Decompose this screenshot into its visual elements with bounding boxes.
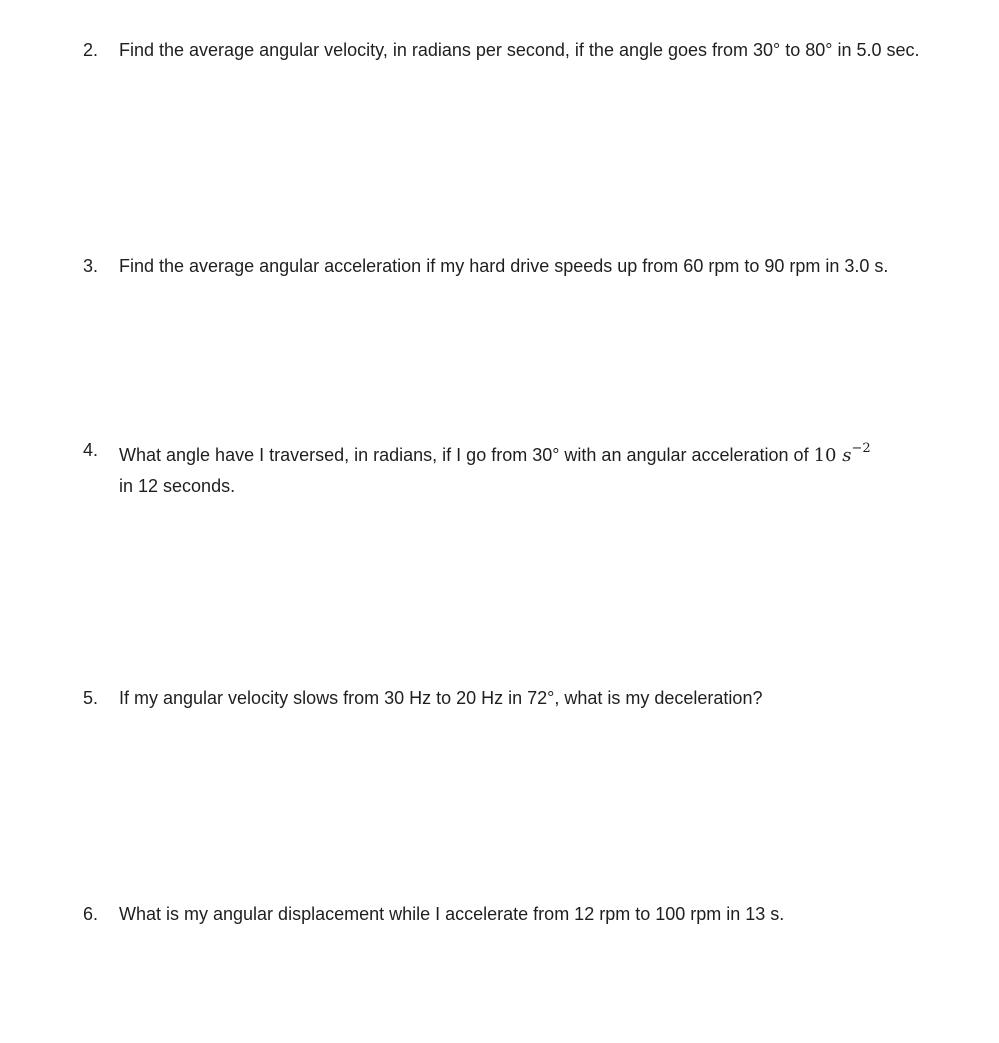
problem-text: Find the average angular acceleration if my hard drive speeds up from 60 rpm to 90 rpm in 3.0 s. <box>119 256 889 276</box>
math-coefficient: 10 <box>813 445 837 466</box>
problem-text-before: What angle have I traversed, in radians, if I go from 30° with an angular acceleration of <box>119 445 814 465</box>
problem-number: 3. <box>83 256 99 276</box>
problem-4 <box>83 435 983 502</box>
problem-text: If my angular velocity slows from 30 Hz to 20 Hz in 72°, what is my deceleration? <box>119 688 763 708</box>
problem-number: 4. <box>83 440 99 460</box>
math-variable: s <box>842 445 852 466</box>
problem-number: 2. <box>83 40 99 60</box>
math-exponent: −2 <box>851 441 871 456</box>
problem-text <box>119 435 983 502</box>
problem-text-after: in 12 seconds. <box>119 476 236 496</box>
problem-number: 6. <box>83 904 99 924</box>
problem-text: Find the average angular velocity, in radians per second, if the angle goes from 30° to 80° in 5.0 sec. <box>119 40 920 60</box>
problem-3 <box>83 251 983 282</box>
problem-text: What is my angular displacement while I accelerate from 12 rpm to 100 rpm in 13 s. <box>119 904 785 924</box>
problem-2 <box>83 35 983 66</box>
problem-6 <box>83 899 983 930</box>
problem-number: 5. <box>83 688 99 708</box>
problem-5 <box>83 683 983 714</box>
math-expression <box>813 441 871 466</box>
